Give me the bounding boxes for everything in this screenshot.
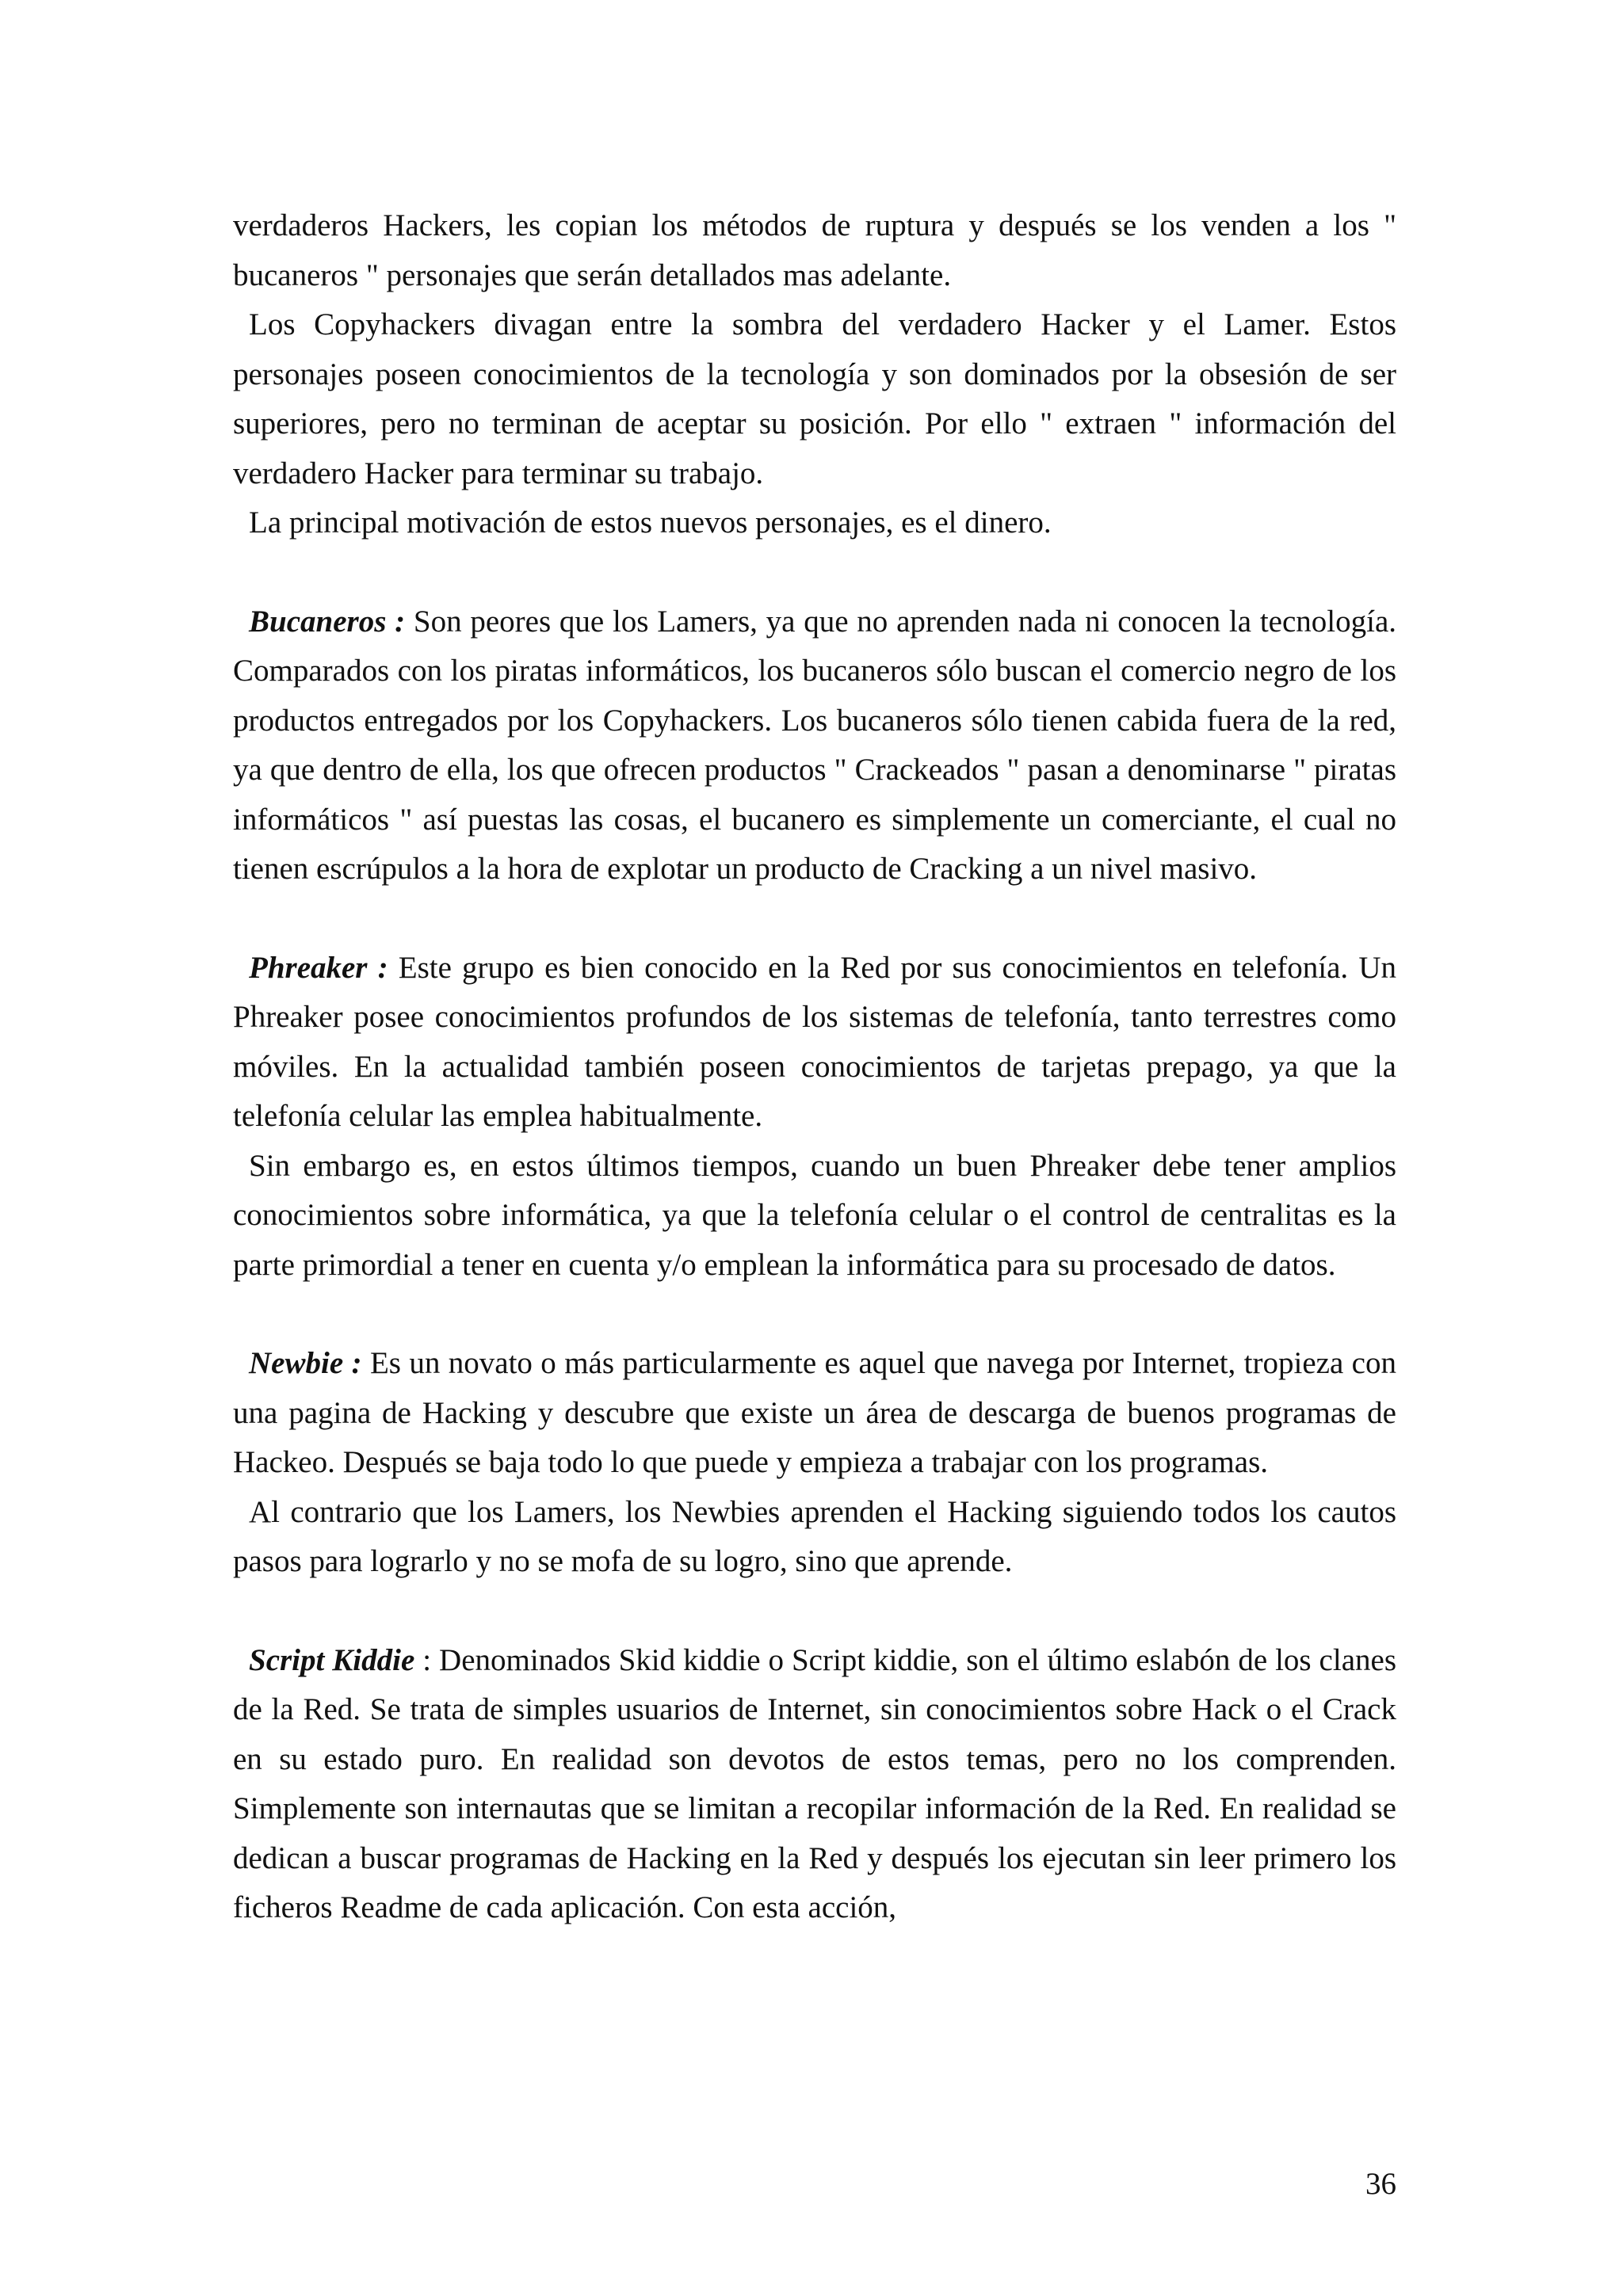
paragraph-spacer bbox=[233, 548, 1396, 597]
paragraph-motivation bbox=[233, 498, 1396, 548]
paragraph-newbie-continued bbox=[233, 1488, 1396, 1587]
term-phreaker: Phreaker : bbox=[249, 950, 388, 985]
paragraph-text: Sin embargo es, en estos últimos tiempos, cuando un buen Phreaker debe tener amplios conocimientos sobre informática, ya que la telefonía celular o el control de centralitas es la parte primordial a tener en cuenta y/o emplean la informática para su procesado de datos. bbox=[233, 1148, 1396, 1282]
paragraph-text: verdaderos Hackers, les copian los métodos de ruptura y después se los venden a los " bucaneros " personajes que serán detallados mas adelante. bbox=[233, 208, 1396, 292]
paragraph-phreaker-continued bbox=[233, 1142, 1396, 1291]
paragraph-text: Son peores que los Lamers, ya que no aprenden nada ni conocen la tecnología. Comparados con los piratas informáticos, los bucaneros sólo buscan el comercio negro de los productos entregados por los Copyhackers. Los bucaneros sólo tienen cabida fuera de la red, ya que dentro de ella, los que ofrecen productos " Crackeados " pasan a denominarse " piratas informáticos " así puestas las cosas, el bucanero es simplemente un comerciante, el cual no tienen escrúpulos a la hora de explotar un producto de Cracking a un nivel masivo. bbox=[233, 604, 1397, 886]
paragraph-phreaker bbox=[233, 944, 1396, 1142]
page-number: 36 bbox=[1365, 2167, 1396, 2201]
paragraph-newbie bbox=[233, 1339, 1396, 1488]
paragraph-spacer bbox=[233, 1587, 1396, 1636]
paragraph-copyhackers-continued bbox=[233, 201, 1396, 300]
paragraph-bucaneros bbox=[233, 597, 1396, 894]
page-body bbox=[233, 201, 1396, 1933]
paragraph-text: Al contrario que los Lamers, los Newbies aprenden el Hacking siguiendo todos los cautos pasos para lograrlo y no se mofa de su logro, sino que aprende. bbox=[233, 1494, 1396, 1578]
paragraph-script-kiddie bbox=[233, 1636, 1396, 1933]
paragraph-text: Los Copyhackers divagan entre la sombra del verdadero Hacker y el Lamer. Estos personajes poseen conocimientos de la tecnología y son dominados por la obsesión de ser superiores, pero no terminan de aceptar su posición. Por ello " extraen " información del verdadero Hacker para terminar su trabajo. bbox=[233, 307, 1396, 490]
paragraph-text: Es un novato o más particularmente es aquel que navega por Internet, tropieza con una pagina de Hacking y descubre que existe un área de descarga de buenos programas de Hackeo. Después se baja todo lo que puede y empieza a trabajar con los programas. bbox=[233, 1346, 1396, 1479]
paragraph-text: La principal motivación de estos nuevos personajes, es el dinero. bbox=[249, 505, 1052, 540]
term-script-kiddie: Script Kiddie bbox=[249, 1642, 415, 1677]
paragraph-spacer bbox=[233, 1290, 1396, 1339]
paragraph-spacer bbox=[233, 894, 1396, 944]
paragraph-text: Este grupo es bien conocido en la Red por sus conocimientos en telefonía. Un Phreaker posee conocimientos profundos de los sistemas de telefonía, tanto terrestres como móviles. En la actualidad también poseen conocimientos de tarjetas prepago, ya que la telefonía celular las emplea habitualmente. bbox=[233, 950, 1396, 1133]
paragraph-copyhackers bbox=[233, 300, 1396, 498]
paragraph-text: : Denominados Skid kiddie o Script kiddie, son el último eslabón de los clanes de la Red. Se trata de simples usuarios de Internet, sin conocimientos sobre Hack o el Crack en su estado puro. En realidad son devotos de estos temas, pero no los comprenden. Simplemente son internautas que se limitan a recopilar información de la Red. En realidad se dedican a buscar programas de Hacking en la Red y después los ejecutan sin leer primero los ficheros Readme de cada aplicación. Con esta acción, bbox=[233, 1642, 1396, 1924]
term-newbie: Newbie : bbox=[249, 1346, 362, 1380]
term-bucaneros: Bucaneros : bbox=[249, 604, 406, 639]
